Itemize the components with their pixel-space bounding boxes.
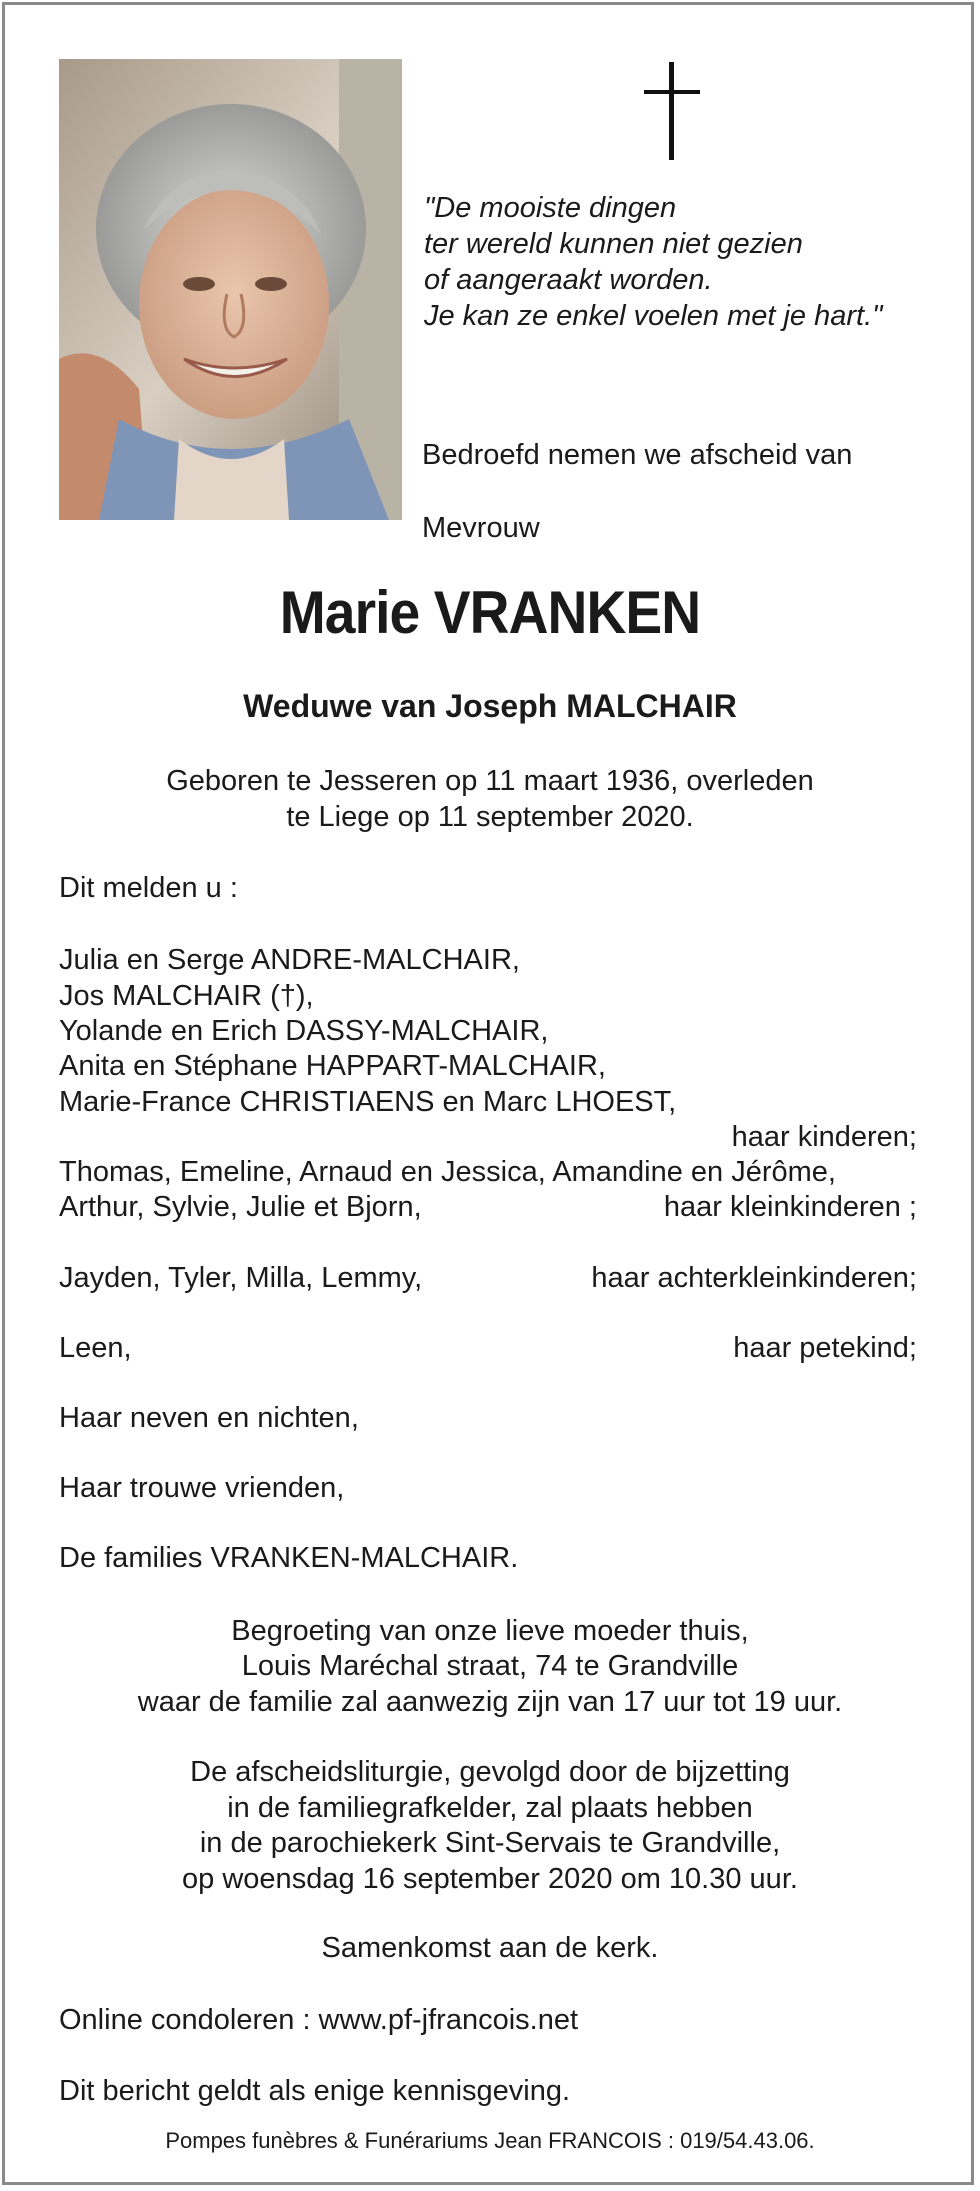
gathering-text: Samenkomst aan de kerk.: [321, 1932, 659, 1964]
liturgy-line-3: in de parochiekerk Sint-Servais te Grandville,: [199, 1827, 781, 1859]
grandchildren-line-1: Thomas, Emeline, Arnaud en Jessica, Amandine en Jérôme,: [59, 1156, 836, 1188]
condolences-text: Online condoleren : www.pf-jfrancois.net: [59, 2004, 579, 2036]
families-text: De families VRANKEN-MALCHAIR.: [59, 1542, 519, 1574]
grandchildren-line-2: Arthur, Sylvie, Julie et Bjorn,: [59, 1191, 422, 1223]
great-grandchildren-names: Jayden, Tyler, Milla, Lemmy,: [59, 1262, 423, 1294]
great-grandchildren-role: haar achterkleinkinderen;: [591, 1262, 917, 1294]
quote: [424, 190, 882, 334]
intro-text: Bedroefd nemen we afscheid van: [422, 439, 853, 471]
cousins-text: Haar neven en nichten,: [59, 1402, 359, 1434]
quote-line: of aangeraakt worden.: [424, 264, 713, 296]
children-role: haar kinderen;: [731, 1121, 917, 1153]
notice-text: Dit bericht geldt als enige kennisgeving.: [59, 2075, 571, 2107]
greeting-line-2: Louis Maréchal straat, 74 te Grandville: [241, 1650, 739, 1682]
liturgy-line-1: De afscheidsliturgie, gevolgd door de bijzetting: [190, 1756, 790, 1788]
friends-text: Haar trouwe vrienden,: [59, 1472, 345, 1504]
salutation: Mevrouw: [422, 512, 540, 544]
greeting-line-3: waar de familie zal aanwezig zijn van 17 uur tot 19 uur.: [137, 1686, 843, 1718]
greeting-line-1: Begroeting van onze lieve moeder thuis,: [231, 1615, 749, 1647]
child-name: Jos MALCHAIR (†),: [59, 980, 314, 1012]
birth-line-1: Geboren te Jesseren op 11 maart 1936, overleden: [166, 765, 814, 797]
quote-line: ter wereld kunnen niet gezien: [424, 228, 803, 260]
child-name: Marie-France CHRISTIAENS en Marc LHOEST,: [59, 1086, 677, 1118]
child-name: Anita en Stéphane HAPPART-MALCHAIR,: [59, 1050, 606, 1082]
birth-line-2: te Liege op 11 september 2020.: [286, 801, 694, 833]
deceased-name: Marie VRANKEN: [279, 579, 701, 646]
child-name: Yolande en Erich DASSY-MALCHAIR,: [59, 1015, 549, 1047]
spouse-line: Weduwe van Joseph MALCHAIR: [243, 688, 737, 724]
cross-icon: [644, 62, 700, 160]
quote-line: Je kan ze enkel voelen met je hart.": [424, 300, 883, 332]
grandchildren-role: haar kleinkinderen ;: [663, 1191, 917, 1223]
announce-text: Dit melden u :: [59, 872, 238, 904]
liturgy-line-4: op woensdag 16 september 2020 om 10.30 uur.: [182, 1863, 798, 1895]
child-name: Julia en Serge ANDRE-MALCHAIR,: [59, 944, 520, 976]
quote-line: "De mooiste dingen: [424, 192, 677, 224]
godchild-role: haar petekind;: [733, 1332, 917, 1364]
footer-undertaker: Pompes funèbres & Funérariums Jean FRANCOIS : 019/54.43.06.: [165, 2128, 815, 2153]
liturgy-line-2: in de familiegrafkelder, zal plaats hebben: [227, 1792, 753, 1824]
portrait-photo: [59, 59, 402, 520]
godchild-name: Leen,: [59, 1332, 132, 1364]
